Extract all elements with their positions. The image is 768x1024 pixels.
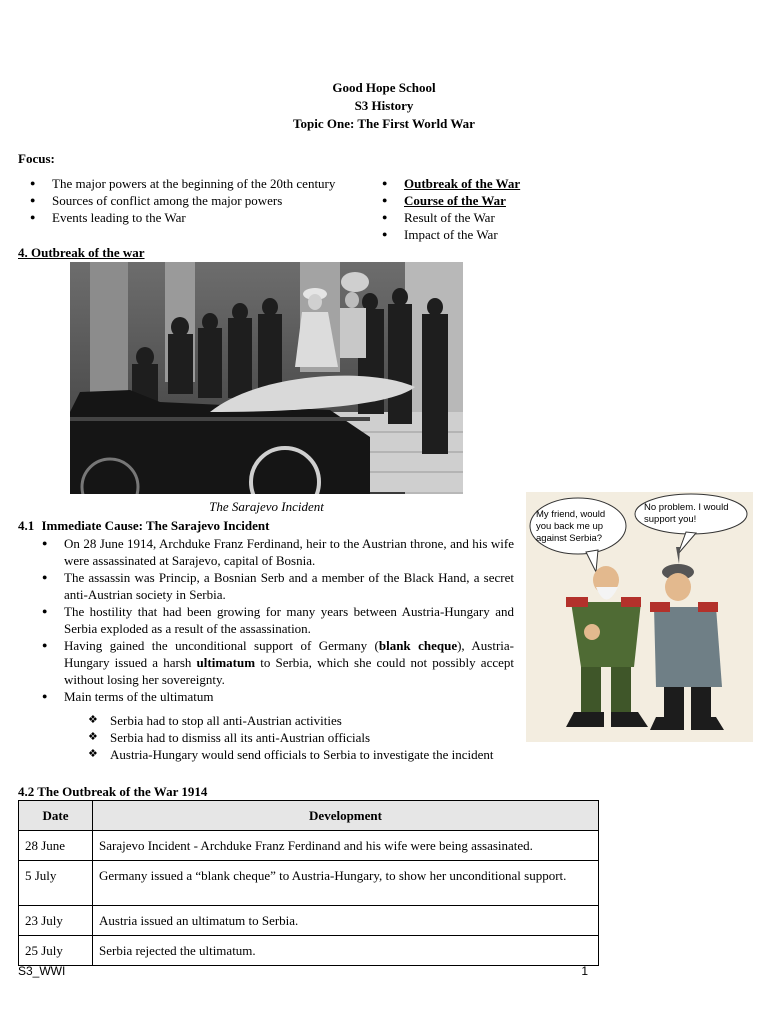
page-number: 1 xyxy=(581,964,588,978)
sarajevo-photo xyxy=(70,262,463,494)
ultimatum-term-item: ❖ Serbia had to stop all anti-Austrian activities xyxy=(18,712,558,729)
table-row xyxy=(19,936,599,966)
date-cell: 25 July xyxy=(19,936,93,966)
blank-cheque-term: blank cheque xyxy=(378,638,458,653)
date-cell: 5 July xyxy=(19,861,93,906)
development-cell: Germany issued a “blank cheque” to Austria-Hungary, to show her unconditional support. xyxy=(93,861,599,906)
outbreak-table xyxy=(18,800,599,966)
topic-title: Topic One: The First World War xyxy=(293,116,475,131)
cause-bullet xyxy=(30,637,514,688)
focus-label: Focus: xyxy=(18,151,55,166)
focus-item: ● Events leading to the War xyxy=(18,209,378,226)
focus-item: ● The major powers at the beginning of the 20th century xyxy=(18,175,378,192)
table-row xyxy=(19,831,599,861)
focus-list-right xyxy=(370,175,590,243)
school-name: Good Hope School xyxy=(332,80,436,95)
section-4-2-heading: 4.2 The Outbreak of the War 1914 xyxy=(18,784,208,799)
focus-item: ● Impact of the War xyxy=(370,226,590,243)
blank-cheque-text-b: ), Austria-Hungary issued a harsh xyxy=(64,638,514,670)
ultimatum-term-item: ❖ Austria-Hungary would send officials to Serbia to investigate the incident xyxy=(18,746,558,763)
focus-item: ● Result of the War xyxy=(370,209,590,226)
section-4-1-heading xyxy=(18,517,269,534)
col-date-header: Date xyxy=(19,801,93,831)
ultimatum-term: ultimatum xyxy=(196,655,256,670)
development-cell: Serbia rejected the ultimatum. xyxy=(93,936,599,966)
cause-bullet: ● Main terms of the ultimatum xyxy=(30,688,514,705)
focus-item-current: ● Course of the War xyxy=(370,192,590,209)
photo-caption: The Sarajevo Incident xyxy=(209,499,324,514)
section-4-1-title: Immediate Cause: The Sarajevo Incident xyxy=(41,518,270,533)
focus-list-left xyxy=(18,175,378,226)
cartoon-bubble-right: No problem. I would support you! xyxy=(644,502,729,525)
table-row xyxy=(19,906,599,936)
table-header-row xyxy=(19,801,599,831)
section-4-heading: 4. Outbreak of the war xyxy=(18,245,145,260)
cause-bullet: ● The assassin was Princip, a Bosnian Serb and a member of the Black Hand, a secret anti-Austrian society in Serbia. xyxy=(30,569,514,603)
development-cell: Sarajevo Incident - Archduke Franz Ferdinand and his wife were being assasinated. xyxy=(93,831,599,861)
ultimatum-terms-list xyxy=(18,712,558,763)
date-cell: 28 June xyxy=(19,831,93,861)
col-development-header: Development xyxy=(93,801,599,831)
table-row xyxy=(19,861,599,906)
subject-title: S3 History xyxy=(354,98,414,113)
cause-bullet: ● On 28 June 1914, Archduke Franz Ferdinand, heir to the Austrian throne, and his wife were assassinated at Sarajevo, capital of Bosnia. xyxy=(30,535,514,569)
footer-doc-code: S3_WWI xyxy=(18,964,66,978)
cause-bullet: ● The hostility that had been growing for many years between Austria-Hungary and Serbia exploded as a result of the assassination. xyxy=(30,603,514,637)
cartoon-bubble-left: My friend, would you back me up against Serbia? xyxy=(536,509,606,544)
section-4-1-list xyxy=(30,535,514,705)
blank-cheque-text-a: Having gained the unconditional support of Germany ( xyxy=(64,638,379,653)
date-cell: 23 July xyxy=(19,906,93,936)
focus-item-current: ● Outbreak of the War xyxy=(370,175,590,192)
development-cell: Austria issued an ultimatum to Serbia. xyxy=(93,906,599,936)
cartoon-image xyxy=(526,492,753,742)
focus-item: ● Sources of conflict among the major powers xyxy=(18,192,378,209)
blank-cheque-text-c: to Serbia, which she could not possibly accept without losing her sovereignty. xyxy=(64,655,514,687)
section-4-1-number: 4.1 xyxy=(18,518,35,533)
ultimatum-term-item: ❖ Serbia had to dismiss all its anti-Austrian officials xyxy=(18,729,558,746)
